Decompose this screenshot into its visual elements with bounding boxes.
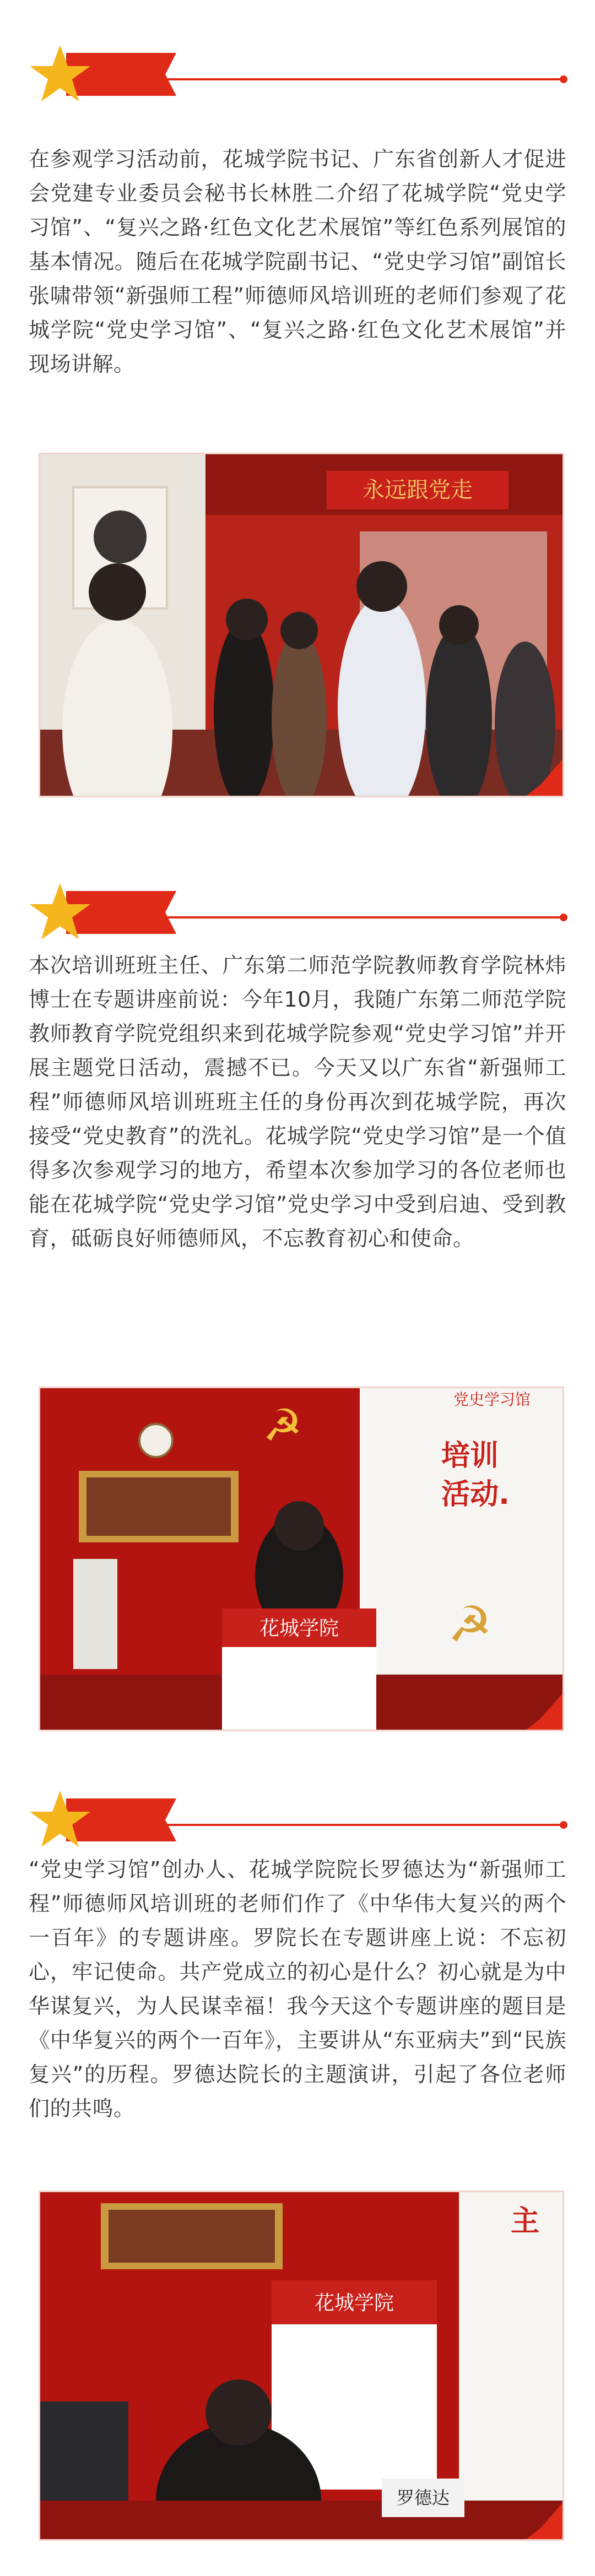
star-icon — [28, 43, 93, 104]
header-divider-dot — [560, 1821, 567, 1829]
sign-text: 活动. — [441, 1478, 510, 1511]
section-2 — [0, 859, 595, 1718]
svg-text:☭: ☭ — [263, 1400, 302, 1451]
photo-lecture-host — [39, 1387, 564, 1731]
section-header — [28, 1789, 567, 1849]
sign-text: 花城学院 — [314, 2292, 394, 2314]
sign-text: 永远跟党走 — [363, 477, 473, 503]
section-paragraph: 在参观学习活动前，花城学院书记、广东省创新人才促进会党建专业委员会秘书长林胜二介绍了花城学院“党史学习馆”、“复兴之路·红色文化艺术展馆”等红色系列展馆的基本情况。随后在花城学院副书记、“党史学习馆”副馆长张啸带领“新强师工程”师德师风培训班的老师们参观了花城学院“党史学习馆”、“复兴之路·红色文化艺术展馆”并现场讲解。 — [29, 147, 566, 376]
header-divider-dot — [560, 914, 567, 921]
header-divider-dot — [560, 75, 567, 83]
photo-scene — [40, 2192, 562, 2539]
header-divider — [143, 1824, 562, 1826]
sign-text: 培训 — [441, 1439, 499, 1472]
sign-text: 罗德达 — [396, 2487, 450, 2508]
sign-text: 党史学习馆 — [453, 1390, 531, 1409]
star-icon — [28, 1789, 93, 1849]
red-corner-flag-icon — [525, 758, 564, 797]
section-header — [28, 43, 567, 104]
star-icon — [28, 881, 93, 942]
photo-lecture-speaker — [39, 2191, 564, 2541]
header-divider — [143, 78, 562, 80]
section-3 — [0, 1762, 595, 2572]
section-paragraph: “党史学习馆”创办人、花城学院院长罗德达为“新强师工程”师德师风培训班的老师们作了《中华伟大复兴的两个一百年》的专题讲座。罗院长在专题讲座上说：不忘初心，牢记使命。共产党成立的初心是什么？初心就是为中华谋复兴，为人民谋幸福！我今天这个专题讲座的题目是《中华复兴的两个一百年》，主要讲从“东亚病夫”到“民族复兴”的历程。罗德达院长的主题演讲，引起了各位老师们的共鸣。 — [29, 1857, 566, 2121]
red-corner-flag-icon — [525, 2502, 564, 2540]
header-divider — [143, 916, 562, 919]
sign-text: 主 — [510, 2205, 540, 2238]
section-1 — [0, 0, 595, 809]
red-corner-flag-icon — [525, 1692, 564, 1731]
photo-exhibition-visit — [39, 453, 564, 797]
photo-scene — [40, 454, 562, 796]
section-paragraph: 本次培训班班主任、广东第二师范学院教师教育学院林炜博士在专题讲座前说：今年10月，我随广东第二师范学院教师教育学院党组织来到花城学院参观“党史学习馆”并开展主题党日活动，震撼不已。今天又以广东省“新强师工程”师德师风培训班班主任的身份再次到花城学院，再次接受“党史教育”的洗礼。花城学院“党史学习馆”是一个值得多次参观学习的地方，希望本次参加学习的各位老师也能在花城学院“党史学习馆”党史学习中受到启迪、受到教育，砥砺良好师德师风，不忘教育初心和使命。 — [29, 953, 566, 1251]
svg-text:☭: ☭ — [447, 1596, 493, 1654]
photo-scene — [40, 1388, 562, 1730]
section-header — [28, 881, 567, 942]
sign-text: 花城学院 — [259, 1617, 339, 1640]
